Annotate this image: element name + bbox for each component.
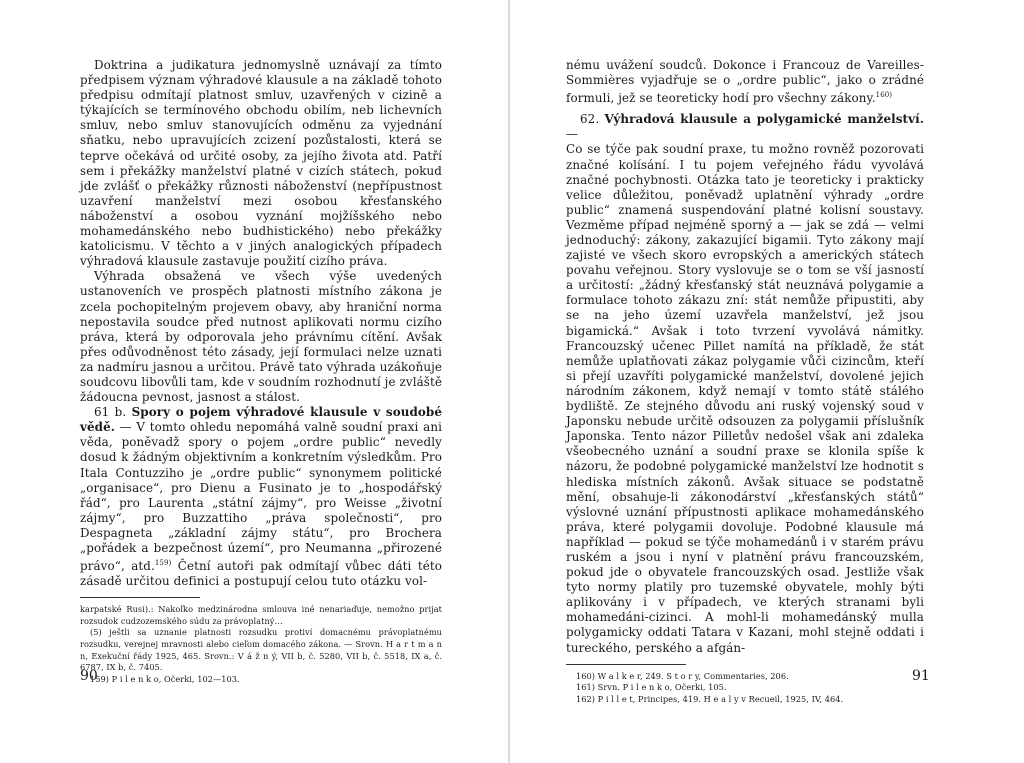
footnote-rule (80, 597, 200, 598)
section-heading: Výhradová klausule a polygamické manželství. (604, 112, 924, 127)
left-page (0, 0, 508, 763)
footnote-line: karpatské Rusi).: Nakoľko medzinárodna smlouva iné nenariaďuje, nemožno prijat rozsudok cudzozemského súdu za právoplatný… (80, 604, 442, 626)
footnote-162: 162) P i l l e t, Principes, 419. H e a l y v Recueil, 1925, IV, 464. (576, 693, 844, 704)
section-number: 62. (580, 112, 600, 127)
right-paragraph-2: Co se týče pak soudní praxe, tu možno rovněž pozorovati značné kolísání. I tu pojem veřejného řádu vyvolává značné pochybnosti. Otázka tato je teoreticky i prakticky velice důležitou, poněvadž uplatnění výhrady „ordre public“ znamená suspendování platné kolisní soustavy. Vezměme případ nejméně sporný a — jak se zdá — velmi jednoduchý: zákony, zakazující bigamii. Tyto zákony mají zajisté ve všech skoro evropských a amerických státech povahu veřejnou. Story vyslovuje se o tom se vší jasností a určitostí: „žádný křesťanský stát neuznává polygamie a formulace tohoto zákazu zní: stát nemůže připustiti, aby se na jeho území uzavřela manželství, jež jsou bigamická.“ Avšak i toto tvrzení vyvolává námitky. Francouzský učenec Pillet namítá na příkladě, že stát nemůže uplatňovati zákaz polygamie vůči cizincům, kteří si přejí uzavříti polygamické manželství, dovolené jejich národním zákonem, když nemají v tomto státě stálého bydliště. Ze stejného důvodu ani ruský vojenský soud v Japonsku nebude určitě odsouzen za polygamii příslušník Japonska. Tento názor Pilletův nedošel však ani zdaleka všeobecného uznání a soudní praxe se klonila spíše k názoru, že podobné polygamické manželství lze hodnotit s hlediska místních zákonů. Avšak situace se podstatně mění, obsahuje-li zákonodárství „křesťanských států“ výslovné uznání přípustnosti aplikace mohamedánského práva, které polygamii dovoluje. Podobné klausule má například — pokud se týče mohamedánů i v starém právu ruském a jsou i nyní v platnění právu francouzském, pokud jde o obyvatele francouzských osad. Jestliže však tyto normy platily pro tuzemské obyvatele, mohly býti aplikovány i v případech, ve kterých stranami byli mohamedáni-cizinci. A mohl-li mohamedánský mulla polygamicky oddati Tatara v Kazani, mohl stejně oddati i tureckého, perského a afgán- (566, 142, 924, 655)
page-number-left: 90 (80, 668, 98, 684)
footnote-ref-159: 159) (154, 559, 172, 568)
section-heading: Spory o pojem výhradové klausule v soudobé vědě. (80, 405, 442, 435)
section-text-cont: Četní autoři pak odmítají vůbec dáti této zásadě určitou definici a postupují celou tuto otázku vol- (80, 559, 442, 589)
left-paragraph-2: Výhrada obsažená ve všech výše uvedených ustanoveních ve prospěch platnosti místního zákona je zcela pochopitelným projevem obavy, aby hraniční norma nepostavila soudce před nutnost aplikovati normu cizího práva, která by odporovala jeho právnímu cítění. Avšak přes odůvodněnost této zásady, její formulaci nelze uznati za nadmíru jasnou a určitou. Právě tato výhrada uzákoňuje soudcovu libovůli tam, kde v soudním rozhodnutí je zvláště žádoucna pevnost, jasnost a stálost. (80, 269, 443, 405)
footnote-159: 159) P i l e n k o, Očerki, 102—103. (90, 673, 240, 684)
right-paragraph-1-text: nému uvážení soudců. Dokonce i Francouz de Vareilles-Sommières vyjadřuje se o „ordre public“, jako o zrádné formuli, jež se teoreticky hodí pro všechny zákony. (566, 58, 924, 106)
right-page (510, 0, 1024, 763)
left-paragraph-1: Doktrina a judikatura jednomyslně uznávají za tímto předpisem význam výhradové klausule a na základě tohoto předpisu odmítají platnost smluv, uzavřených v cizině a týkajících se termínového obchodu obilím, neb lichevních smluv, nebo smluv stanovujících odměnu za vyjednání sňatku, nebo upravujících zcizení pozůstalosti, která se teprve očekává od určité osoby, za jejího života atd. Patří sem i překážky manželství platné v cizích státech, pokud jde zvlášť o překážky různosti náboženství (nepřípustnost uzavření manželství mezi osobou křesťanského náboženství a osobou vyznání mojžíšského nebo mohamedánského nebo budhistického) nebo překážky katolicismu. V těchto a v jiných analogických případech výhradová klausule zastavuje použití cizího práva. (80, 58, 442, 269)
left-section-paragraph (80, 405, 442, 589)
right-body-text (566, 58, 924, 656)
page-number-right: 91 (912, 668, 930, 684)
section-text: — V tomto ohledu nepomáhá valně soudní praxi ani věda, poněvadž spory o pojem „ordre public“ nevedly dosud k žádným objektivním a konkretním výsledkům. Pro Itala Contuzziho je „ordre public“ synonymem politické „organisace“, pro Dienu a Fusinato je to „hospodářský řád“, pro Laurenta „státní zájmy“, pro Weisse „životní zájmy“, pro Buzzattiho „práva společnosti“, pro Despagneta „základní zájmy státu“, pro Brochera „pořádek a bezpečnost území“, pro Neumanna „přirozené právo“, atd. (80, 420, 442, 574)
right-paragraph-1 (566, 58, 924, 106)
footnote-rule (566, 664, 686, 665)
right-column (566, 58, 924, 705)
footnote-160: 160) W a l k e r, 249. S t o r y, Commentaries, 206. (576, 670, 789, 681)
right-section-heading-line: 62. Výhradová klausule a polygamické manželství. — (566, 112, 924, 142)
right-footnotes (566, 671, 924, 706)
footnote-161: 161) Srvn. P i l e n k o, Očerki, 105. (576, 682, 727, 693)
footnote-ref-160: 160) (875, 91, 893, 100)
left-footnotes (80, 604, 442, 685)
footnote-line: (5) ještli sa uznanie platnosti rozsudku protiví domacnému právoplatnému rozsudku, verejnej mravnosti alebo cieľom domacého zákona. — Srovn. H a r t m a n n, Exekuční řády 1925, 465. Srovn.: V á ž n ý, VII b, č. 5280, VII b, č. 5518, IX a, č. 6787, IX b, č. 7405. (80, 627, 442, 673)
left-column (80, 58, 442, 685)
left-body-text (80, 58, 442, 589)
section-number: 61 b. (94, 405, 127, 420)
